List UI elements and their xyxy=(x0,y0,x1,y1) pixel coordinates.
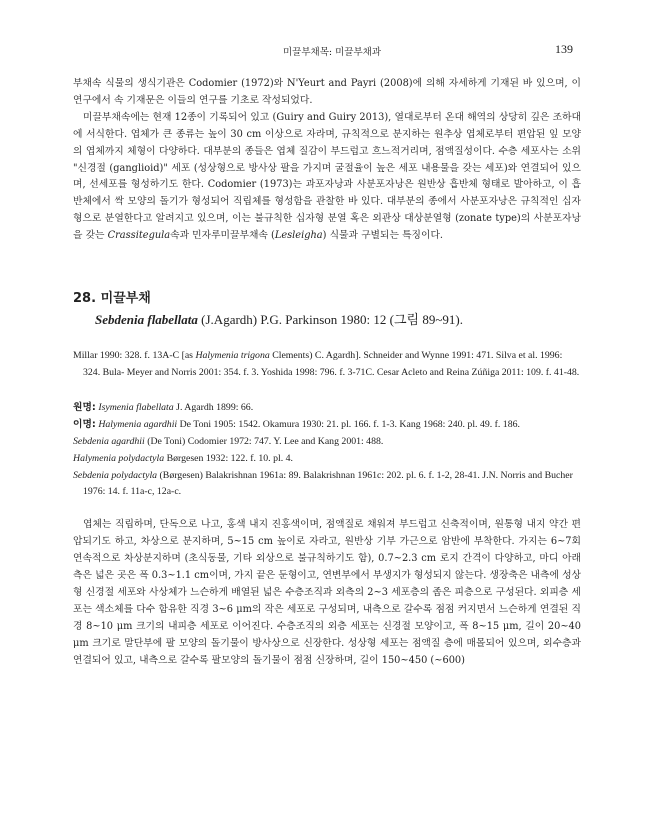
synonym-ref: (De Toni) Codomier 1972: 747. Y. Lee and Kang 2001: 488. xyxy=(144,435,384,447)
synonym-ref: Børgesen 1932: 122. f. 10. pl. 4. xyxy=(164,452,293,464)
synonym-ref: De Toni 1905: 1542. Okamura 1930: 21. pl. 166. f. 1-3. Kang 1968: 240. pl. 49. f. 186. xyxy=(177,418,520,430)
synonym-label: 이명: xyxy=(73,418,96,430)
synonymy-block xyxy=(73,400,581,501)
page-number: 139 xyxy=(555,42,573,56)
intro-paragraph-1: 부채속 식물의 생식기관은 Codomier (1972)와 N'Yeurt and Payri (2008)에 의해 자세하게 기재된 바 있으며, 이 연구에서 속 기재문은 이들의 연구를 기초로 작성되었다. xyxy=(73,78,581,106)
synonym-entry xyxy=(73,434,581,451)
species-heading xyxy=(73,288,581,331)
species-authority: (J.Agardh) P.G. Parkinson 1980: 12 (그림 89~91). xyxy=(197,312,463,328)
synonym-name: Sebdenia agardhii xyxy=(73,435,145,447)
description-paragraph: 엽체는 직립하며, 단독으로 나고, 홍색 내지 진홍색이며, 점액질로 채워져 부드럽고 신축적이며, 원통형 내지 약간 편압되기도 하고, 차상으로 분지하며, 5~15 cm 높이로 자라고, 원반상 기부 가근으로 암반에 부착한다. 가지는 6~7회 연속적으로 차상분지하며 (초식동물, 기타 외상으로 불규칙하기도 함), 0.7~2.3 cm 로지 간격이 다양하고, 마디 아래 측은 넓은 곳은 폭 0.3~1.1 cm이며, 가지 끝은 둔형이고, 연변부에서 부생지가 형성되지 않는다. 생장축은 내측에 성상형 신경절 세포와 사상체가 느슨하게 배열된 넓은 수층조직과 외측의 2~3 세포층의 좁은 피층으로 구성된다. 외피층 세포는 색소체를 다수 함유한 직경 3~6 μm의 작은 세포로 구성되며, 내측으로 갈수록 점점 커지면서 느슨하게 연결된 직경 8~10 μm 크기의 내피층 세포로 이어진다. 수층조직의 외층 세포는 신경절 모양이고, 폭 8~15 μm, 길이 20~40 μm 크기로 말단부에 팔 모양의 돌기물이 방사상으로 신장한다. 성상형 세포는 점액질 층에 매몰되어 있으며, 외수층과 연결되어 있고, 내측으로 갈수록 팔모양의 돌기물이 점점 신장하며, 길이 150~450 (~600) xyxy=(73,519,581,666)
species-heading-line2 xyxy=(73,309,581,331)
basionym-label: 원명: xyxy=(73,401,96,413)
intro-tail-mid: 속과 민자루미끌부채속 ( xyxy=(170,230,275,242)
synonym-ref: (Børgesen) Balakrishnan 1961a: 89. Balakrishnan 1961c: 202. pl. 6. f. 1-2, 28-41. J.N. Norris and Bucher 1976: 14. f. 11a-c, 12a-c. xyxy=(83,469,573,498)
basionym-entry xyxy=(73,400,581,417)
intro-tail-end: ) 식물과 구별되는 특징이다. xyxy=(322,230,444,242)
synonym-name: Halymenia polydactyla xyxy=(73,452,165,464)
basionym-ref: J. Agardh 1899: 66. xyxy=(173,401,254,413)
species-number: 28. xyxy=(73,291,97,307)
synonym-entry xyxy=(73,417,581,434)
reference-list xyxy=(73,348,581,382)
synonym-name: Halymenia agardhii xyxy=(98,418,178,430)
intro-paragraph-2-text: 미끌부채속에는 현재 12종이 기록되어 있고 (Guiry and Guiry 2013), 열대로부터 온대 해역의 상당히 깊은 조하대에 서식한다. 엽체가 큰 종류는 높이 30 cm 이상으로 자라며, 규칙적으로 분지하는 원추상 엽체로부터 편압된 잎 모양의 엽체까지 체형이 다양하다. 대부분의 종들은 엽체 질감이 부드럽고 흐느적거리며, 점액질성이다. 수층 세포사는 소위 "신경절 (ganglioid)" 세포 (성상형으로 방사상 팔을 가지며 굴절율이 높은 세포 내용물을 갖는 세포)와 연결되어 있으며, 선세포를 형성하기도 한다. Codomier (1973)는 과포자낭과 사분포자낭은 원반상 흡반체 형태로 발아하고, 이 흡반체에서 싹 모양의 돌기가 형성되어 직립체를 형성함을 관찰한 바 있다. 대부분의 종에서 사분포자낭은 규칙적인 십자형으로 분열한다고 알려지고 있으며, 이는 불규칙한 십자형 분열 혹은 외관상 대상분열형 (zonate type)의 사분포자낭을 갖는 xyxy=(73,111,581,242)
running-title: 미끌부채목: 미끌부채과 xyxy=(283,47,381,58)
synonym-name: Sebdenia polydactyla xyxy=(73,469,158,481)
synonym-entry xyxy=(73,468,581,502)
species-korean-name: 미끌부채 xyxy=(100,291,151,307)
reference-taxon: Halymenia trigona xyxy=(195,350,270,362)
reference-text: Clements) C. Agardh]. Schneider and Wynne 1991: 471. Silva et al. 1996: 324. Bula- Meyer and Norris 2001: 354. f. 3. Yoshida 1998: 796. f. 3-71C. Cesar Acleto and Reina Zúñiga 2011: 109. f. 41-48. xyxy=(83,350,580,378)
genus-name-lesleigha: Lesleigha xyxy=(274,230,323,242)
intro-paragraph-2 xyxy=(73,110,581,245)
basionym-name: Isymenia flabellata xyxy=(98,401,174,413)
species-heading-line1 xyxy=(73,288,581,309)
genus-name-crassitegula: Crassitegula xyxy=(107,230,171,242)
page-header xyxy=(0,42,647,58)
species-scientific-name: Sebdenia flabellata xyxy=(95,312,198,328)
synonym-entry xyxy=(73,451,581,468)
reference-text: Millar 1990: 328. f. 13A-C [as xyxy=(73,350,196,362)
page-body xyxy=(73,76,581,669)
reference-entry xyxy=(73,348,581,382)
